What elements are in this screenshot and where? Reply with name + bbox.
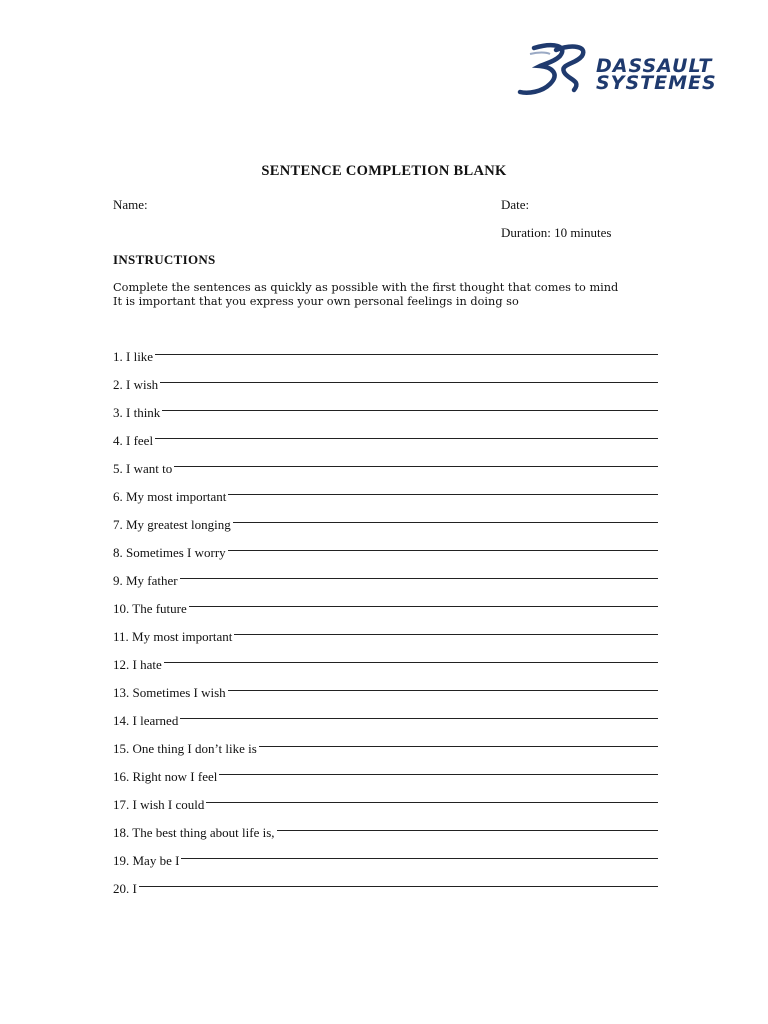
- sentence-item: [113, 869, 658, 897]
- answer-blank-line[interactable]: [277, 830, 658, 831]
- sentence-prompt: 2. I wish: [113, 377, 159, 392]
- answer-blank-line[interactable]: [233, 522, 658, 523]
- instructions-line-2: It is important that you express your own personal feelings in doing so: [113, 295, 519, 308]
- sentence-prompt: 14. I learned: [113, 713, 179, 728]
- sentence-item: [113, 757, 658, 785]
- sentence-item: [113, 673, 658, 701]
- sentence-item: [113, 701, 658, 729]
- sentence-item: [113, 533, 658, 561]
- sentence-item: [113, 617, 658, 645]
- instructions-line-1: Complete the sentences as quickly as possible with the first thought that comes to mind: [113, 281, 619, 294]
- sentence-item: [113, 505, 658, 533]
- sentence-prompt: 3. I think: [113, 405, 161, 420]
- sentence-prompt: 4. I feel: [113, 433, 154, 448]
- sentence-prompt: 16. Right now I feel: [113, 769, 218, 784]
- sentence-prompt: 7. My greatest longing: [113, 517, 231, 532]
- sentence-item: [113, 337, 658, 365]
- sentence-item: [113, 477, 658, 505]
- date-label: Date:: [501, 197, 530, 212]
- answer-blank-line[interactable]: [139, 886, 658, 887]
- sentence-item: [113, 365, 658, 393]
- instructions-text: [113, 281, 618, 309]
- sentence-item: [113, 785, 658, 813]
- sentence-prompt: 12. I hate: [113, 657, 162, 672]
- answer-blank-line[interactable]: [228, 550, 658, 551]
- sentence-prompt: 10. The future: [113, 601, 187, 616]
- sentence-list: [113, 337, 658, 897]
- sentence-item: [113, 729, 658, 757]
- sentence-prompt: 20. I: [113, 881, 137, 896]
- answer-blank-line[interactable]: [259, 746, 658, 747]
- sentence-item: [113, 421, 658, 449]
- logo-line-1: DASSAULT: [596, 55, 713, 77]
- sentence-item: [113, 645, 658, 673]
- sentence-prompt: 5. I want to: [113, 461, 173, 476]
- answer-blank-line[interactable]: [234, 634, 658, 635]
- sentence-prompt: 15. One thing I don’t like is: [113, 741, 257, 756]
- answer-blank-line[interactable]: [181, 858, 658, 859]
- answer-blank-line[interactable]: [219, 774, 658, 775]
- sentence-prompt: 17. I wish I could: [113, 797, 205, 812]
- sentence-item: [113, 589, 658, 617]
- sentence-item: [113, 393, 658, 421]
- sentence-prompt: 18. The best thing about life is,: [113, 825, 275, 840]
- answer-blank-line[interactable]: [160, 382, 658, 383]
- answer-blank-line[interactable]: [228, 494, 658, 495]
- answer-blank-line[interactable]: [206, 802, 658, 803]
- sentence-prompt: 11. My most important: [113, 629, 233, 644]
- logo-line-2: SYSTEMES: [596, 72, 717, 94]
- sentence-prompt: 13. Sometimes I wish: [113, 685, 226, 700]
- sentence-item: [113, 449, 658, 477]
- sentence-prompt: 19. May be I: [113, 853, 180, 868]
- name-label: Name:: [113, 197, 148, 212]
- page-title: SENTENCE COMPLETION BLANK: [261, 163, 507, 179]
- instructions-heading: INSTRUCTIONS: [113, 252, 216, 267]
- answer-blank-line[interactable]: [180, 578, 658, 579]
- answer-blank-line[interactable]: [180, 718, 658, 719]
- answer-blank-line[interactable]: [162, 410, 658, 411]
- answer-blank-line[interactable]: [155, 438, 658, 439]
- sentence-prompt: 1. I like: [113, 349, 154, 364]
- answer-blank-line[interactable]: [228, 690, 658, 691]
- answer-blank-line[interactable]: [155, 354, 658, 355]
- answer-blank-line[interactable]: [174, 466, 658, 467]
- answer-blank-line[interactable]: [189, 606, 658, 607]
- sentence-item: [113, 841, 658, 869]
- dassault-systemes-logo: [516, 40, 746, 100]
- answer-blank-line[interactable]: [164, 662, 658, 663]
- sentence-prompt: 9. My father: [113, 573, 178, 588]
- sentence-item: [113, 561, 658, 589]
- sentence-prompt: 6. My most important: [113, 489, 227, 504]
- duration-label: Duration: 10 minutes: [501, 225, 612, 240]
- 3ds-swirl-icon: [516, 40, 596, 100]
- sentence-prompt: 8. Sometimes I worry: [113, 545, 226, 560]
- sentence-item: [113, 813, 658, 841]
